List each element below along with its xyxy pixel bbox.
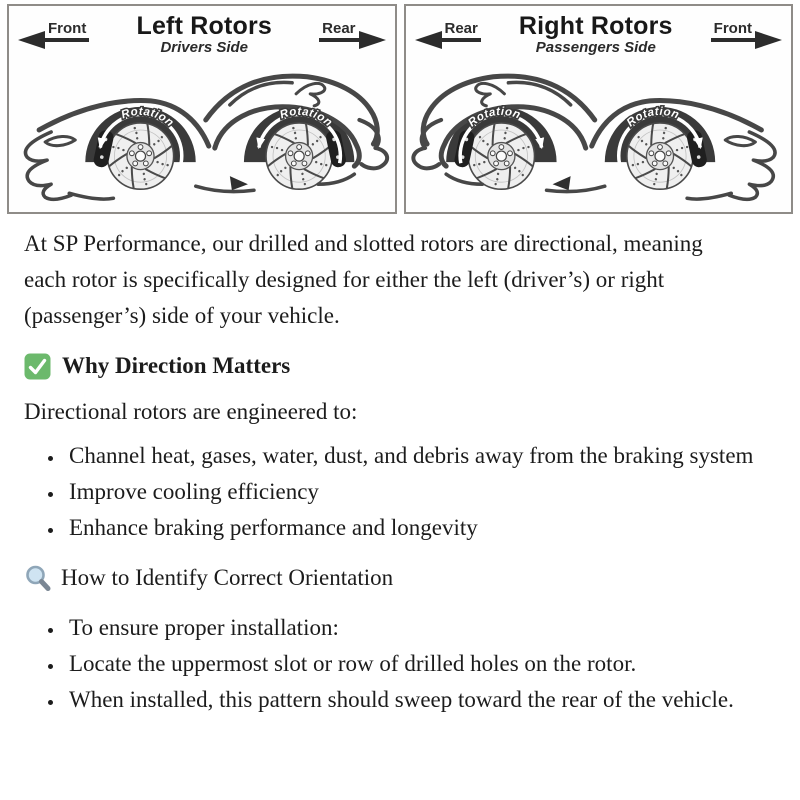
how-to-identify-heading	[24, 560, 776, 596]
rotation-label: Rotation	[119, 106, 176, 130]
list-item: • Enhance braking performance and longevity	[65, 510, 762, 546]
intro-paragraph: At SP Performance, our drilled and slotted rotors are directional, meaning each rotor is specifically designed for either the left (driver’s) or right (passenger’s) side of your vehicle.	[24, 231, 703, 328]
rotation-label: Rotation	[465, 106, 522, 130]
list-item: • Locate the uppermost slot or row of drilled holes on the rotor.	[65, 646, 762, 682]
magnifying-glass-icon	[24, 564, 53, 593]
right-rotors-panel	[404, 4, 794, 214]
why-direction-matters-heading	[24, 348, 776, 384]
front-direction-arrow: Front	[45, 19, 89, 42]
left-rotors-panel	[7, 4, 397, 214]
heading-text: How to Identify Correct Orientation	[61, 565, 394, 590]
list-item: • Channel heat, gases, water, dust, and debris away from the braking system	[65, 438, 762, 474]
list-item: • To ensure proper installation:	[65, 610, 762, 646]
why-lead: Directional rotors are engineered to:	[24, 399, 358, 424]
panel-title: Left Rotors	[136, 12, 272, 40]
article-body	[0, 214, 800, 718]
left-panel-header	[9, 6, 395, 57]
rear-direction-arrow: Rear	[442, 19, 481, 42]
rotation-label: Rotation	[624, 106, 681, 130]
heading-text: Why Direction Matters	[62, 353, 291, 378]
right-car-illustration	[406, 57, 792, 209]
right-panel-titles	[481, 13, 711, 57]
left-panel-titles	[89, 13, 319, 57]
rotor-direction-diagram	[0, 0, 800, 214]
panel-subtitle: Drivers Side	[160, 39, 248, 57]
panel-subtitle: Passengers Side	[535, 39, 656, 57]
panel-title: Right Rotors	[518, 12, 673, 40]
list-item: • When installed, this pattern should sweep toward the rear of the vehicle.	[65, 682, 762, 718]
check-mark-icon	[24, 353, 51, 380]
right-panel-header	[406, 6, 792, 57]
rotation-label: Rotation	[278, 106, 335, 130]
list-item: • Improve cooling efficiency	[65, 474, 762, 510]
left-car-illustration	[9, 57, 395, 209]
how-bullet-list	[24, 610, 776, 718]
why-bullet-list	[24, 438, 776, 546]
front-direction-arrow: Front	[711, 19, 755, 42]
rear-direction-arrow: Rear	[319, 19, 358, 42]
